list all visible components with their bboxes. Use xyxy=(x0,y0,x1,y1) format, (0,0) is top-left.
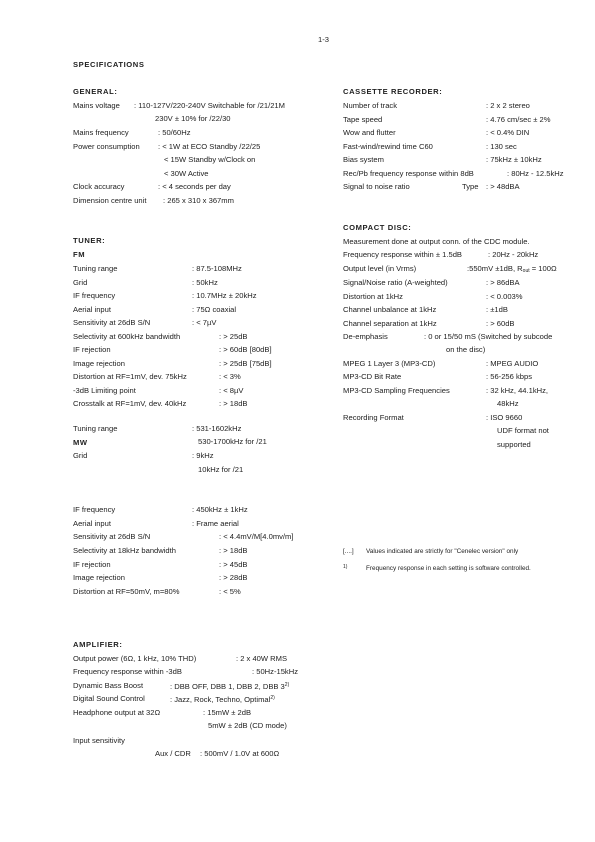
fm-heading: FM xyxy=(73,250,86,259)
page-title: SPECIFICATIONS xyxy=(73,60,145,69)
snr-value: : > 48dBA xyxy=(486,182,520,191)
mw-row-value: : 450kHz ± 1kHz xyxy=(192,505,248,514)
recording-format-value-1: : ISO 9660 xyxy=(486,413,523,422)
cassette-row-label: Wow and flutter xyxy=(343,128,396,137)
cd-row-label: Distortion at 1kHz xyxy=(343,291,403,301)
cd-row-value: : ±1dB xyxy=(486,305,508,314)
fm-row-label: Image rejection xyxy=(73,359,125,368)
bitrate-label: MP3-CD Bit Rate xyxy=(343,372,402,381)
recording-format-value-3: supported xyxy=(497,440,531,449)
cd-freq-response-value: : 20Hz - 20kHz xyxy=(488,250,539,259)
dimension-value: : 265 x 310 x 367mm xyxy=(163,196,234,205)
cd-freq-response-label: Frequency response within ± 1.5dB xyxy=(343,250,462,259)
mains-voltage-label: Mains voltage xyxy=(73,101,120,110)
deemphasis-value-2: on the disc) xyxy=(446,345,486,354)
snr-label: Signal to noise ratio xyxy=(343,182,410,191)
fm-row-value: : 75Ω coaxial xyxy=(192,305,237,314)
power-consumption-label: Power consumption xyxy=(73,142,140,151)
cd-row-value: : < 0.003% xyxy=(486,291,523,301)
fm-row-label: Aerial input xyxy=(73,305,111,314)
cassette-row-value: : 2 x 2 stereo xyxy=(486,101,530,110)
fm-row-value: : < 8µV xyxy=(219,386,244,395)
mw-row-label: Selectivity at 18kHz bandwidth xyxy=(73,546,176,555)
cassette-row-label: Bias system xyxy=(343,155,384,164)
mw-row-value: : > 28dB xyxy=(219,573,248,582)
aux-value: : 500mV / 1.0V at 600Ω xyxy=(200,749,280,758)
cd-heading: COMPACT DISC: xyxy=(343,223,412,232)
fm-row-label: -3dB Limiting point xyxy=(73,386,136,395)
clock-accuracy-label: Clock accuracy xyxy=(73,182,125,191)
output-power-value: : 2 x 40W RMS xyxy=(236,654,288,663)
mw-row-value: : > 18dB xyxy=(219,546,248,555)
snr-type: Type xyxy=(462,182,479,191)
dsc-label: Digital Sound Control xyxy=(73,694,145,703)
fm-row-value: : < 7µV xyxy=(192,318,217,327)
cassette-row-value: : 75kHz ± 10kHz xyxy=(486,155,542,164)
fm-row-value: : > 60dB [80dB] xyxy=(219,345,272,354)
amplifier-heading: AMPLIFIER: xyxy=(73,640,123,649)
fm-row-value: : 10.7MHz ± 20kHz xyxy=(192,291,257,300)
cd-row-value: : > 86dBA xyxy=(486,278,520,287)
mw-tuning-label: Tuning range xyxy=(73,424,118,433)
fm-row-label: Tuning range xyxy=(73,264,118,273)
fm-row-value: : > 25dB [75dB] xyxy=(219,359,272,368)
cassette-heading: CASSETTE RECORDER: xyxy=(343,87,443,96)
cassette-row-label: Fast-wind/rewind time C60 xyxy=(343,141,433,151)
cassette-row-label: Tape speed xyxy=(343,114,383,124)
mw-grid-label: Grid xyxy=(73,451,88,460)
cd-row-label: Channel unbalance at 1kHz xyxy=(343,305,437,314)
mw-row-label: Image rejection xyxy=(73,573,125,582)
cassette-row-label: Rec/Pb frequency response within 8dB xyxy=(343,168,474,178)
footnote-1-mark: [....] xyxy=(343,548,354,555)
headphone-value-2: 5mW ± 2dB (CD mode) xyxy=(208,721,287,730)
mw-row-label: Aerial input xyxy=(73,519,111,528)
sampling-label: MP3-CD Sampling Frequencies xyxy=(343,386,450,395)
sampling-value-1: : 32 kHz, 44.1kHz, xyxy=(486,386,549,395)
cassette-row-value: : 80Hz - 12.5kHz xyxy=(507,168,564,178)
fm-row-label: Sensitivity at 26dB S/N xyxy=(73,318,151,327)
dbb-value: : DBB OFF, DBB 1, DBB 2, DBB 3$^{2)}$ xyxy=(170,682,290,691)
mw-tuning-value-1: : 531-1602kHz xyxy=(192,424,242,433)
deemphasis-label: De-emphasis xyxy=(343,332,388,341)
bitrate-value: : 56-256 kbps xyxy=(486,372,533,381)
tuner-heading: TUNER: xyxy=(73,236,106,245)
mw-row-value: : < 5% xyxy=(219,587,241,596)
deemphasis-value-1: : 0 or 15/50 mS (Switched by subcode xyxy=(424,332,553,341)
headphone-label: Headphone output at 32Ω xyxy=(73,708,161,717)
cd-measurement-note: Measurement done at output conn. of the CDC module. xyxy=(343,237,530,246)
recording-format-value-2: UDF format not xyxy=(497,426,549,435)
aux-label: Aux / CDR xyxy=(155,749,191,758)
fm-row-label: Grid xyxy=(73,278,88,287)
cd-output-level-value: :550mV ±1dB, $R_{out} = 100\Omega$ xyxy=(467,264,557,274)
cd-row-label: Signal/Noise ratio (A-weighted) xyxy=(343,278,448,287)
cd-row-label: Channel separation at 1kHz xyxy=(343,318,437,328)
recording-format-label: Recording Format xyxy=(343,413,404,422)
mains-voltage-value-2: 230V ± 10% for /22/30 xyxy=(155,114,231,123)
fm-row-label: Distortion at RF=1mV, dev. 75kHz xyxy=(73,372,187,381)
footnote-2-mark: 1) xyxy=(343,564,348,570)
mw-row-label: IF frequency xyxy=(73,505,116,514)
mains-frequency-value: : 50/60Hz xyxy=(158,128,191,137)
power-consumption-value-3: < 30W Active xyxy=(164,169,209,178)
output-power-label: Output power (6Ω, 1 kHz, 10% THD) xyxy=(73,654,197,663)
mpeg-value: : MPEG AUDIO xyxy=(486,359,539,368)
clock-accuracy-value: : < 4 seconds per day xyxy=(158,182,231,191)
mw-row-value: : Frame aerial xyxy=(192,519,239,528)
mw-heading: MW xyxy=(73,438,88,447)
cassette-row-value: : 130 sec xyxy=(486,141,517,151)
amp-freq-response-label: Frequency response within -3dB xyxy=(73,667,182,676)
mw-row-value: : < 4.4mV/M[4.0mv/m] xyxy=(219,532,294,541)
mw-row-label: Distortion at RF=50mV, m=80% xyxy=(73,587,180,596)
mpeg-label: MPEG 1 Layer 3 (MP3-CD) xyxy=(343,359,436,368)
cd-output-level-label: Output level (in Vrms) xyxy=(343,264,417,273)
power-consumption-value-1: : < 1W at ECO Standby /22/25 xyxy=(158,142,261,151)
dbb-label: Dynamic Bass Boost xyxy=(73,681,144,690)
mw-row-value: : > 45dB xyxy=(219,560,248,569)
mw-grid-value-1: : 9kHz xyxy=(192,451,214,460)
cd-row-value: : > 60dB xyxy=(486,318,515,328)
cassette-row-value: : < 0.4% DIN xyxy=(486,128,530,137)
mw-row-label: Sensitivity at 26dB S/N xyxy=(73,532,151,541)
fm-row-label: IF rejection xyxy=(73,345,111,354)
general-heading: GENERAL: xyxy=(73,87,118,96)
mw-row-label: IF rejection xyxy=(73,560,111,569)
fm-row-value: : < 3% xyxy=(219,372,241,381)
footnote-1-text: Values indicated are strictly for "Cenelec version" only xyxy=(366,548,519,555)
fm-row-label: Selectivity at 600kHz bandwidth xyxy=(73,332,181,341)
fm-row-value: : 87.5-108MHz xyxy=(192,264,242,273)
cassette-row-value: : 4.76 cm/sec ± 2% xyxy=(486,114,551,124)
power-consumption-value-2: < 15W Standby w/Clock on xyxy=(164,155,256,164)
fm-row-label: Crosstalk at RF=1mV, dev. 40kHz xyxy=(73,399,187,408)
page-number: 1-3 xyxy=(318,35,329,44)
mw-tuning-value-2: 530-1700kHz for /21 xyxy=(198,437,267,446)
input-sensitivity-label: Input sensitivity xyxy=(73,736,125,745)
fm-row-value: : > 18dB xyxy=(219,399,248,408)
footnote-2-text: Frequency response in each setting is software controlled. xyxy=(366,565,531,572)
mains-voltage-value: : 110-127V/220-240V Switchable for /21/21M xyxy=(134,101,285,110)
amp-freq-response-value: : 50Hz-15kHz xyxy=(252,667,299,676)
sampling-value-2: 48kHz xyxy=(497,399,519,408)
fm-row-label: IF frequency xyxy=(73,291,116,300)
headphone-value-1: : 15mW ± 2dB xyxy=(203,708,252,717)
dsc-value: : Jazz, Rock, Techno, Optimal$^{2)}$ xyxy=(170,695,275,704)
mains-frequency-label: Mains frequency xyxy=(73,128,129,137)
mw-grid-value-2: 10kHz for /21 xyxy=(198,465,244,474)
dimension-label: Dimension centre unit xyxy=(73,196,147,205)
cassette-row-label: Number of track xyxy=(343,101,398,110)
fm-row-value: : 50kHz xyxy=(192,278,218,287)
fm-row-value: : > 25dB xyxy=(219,332,248,341)
